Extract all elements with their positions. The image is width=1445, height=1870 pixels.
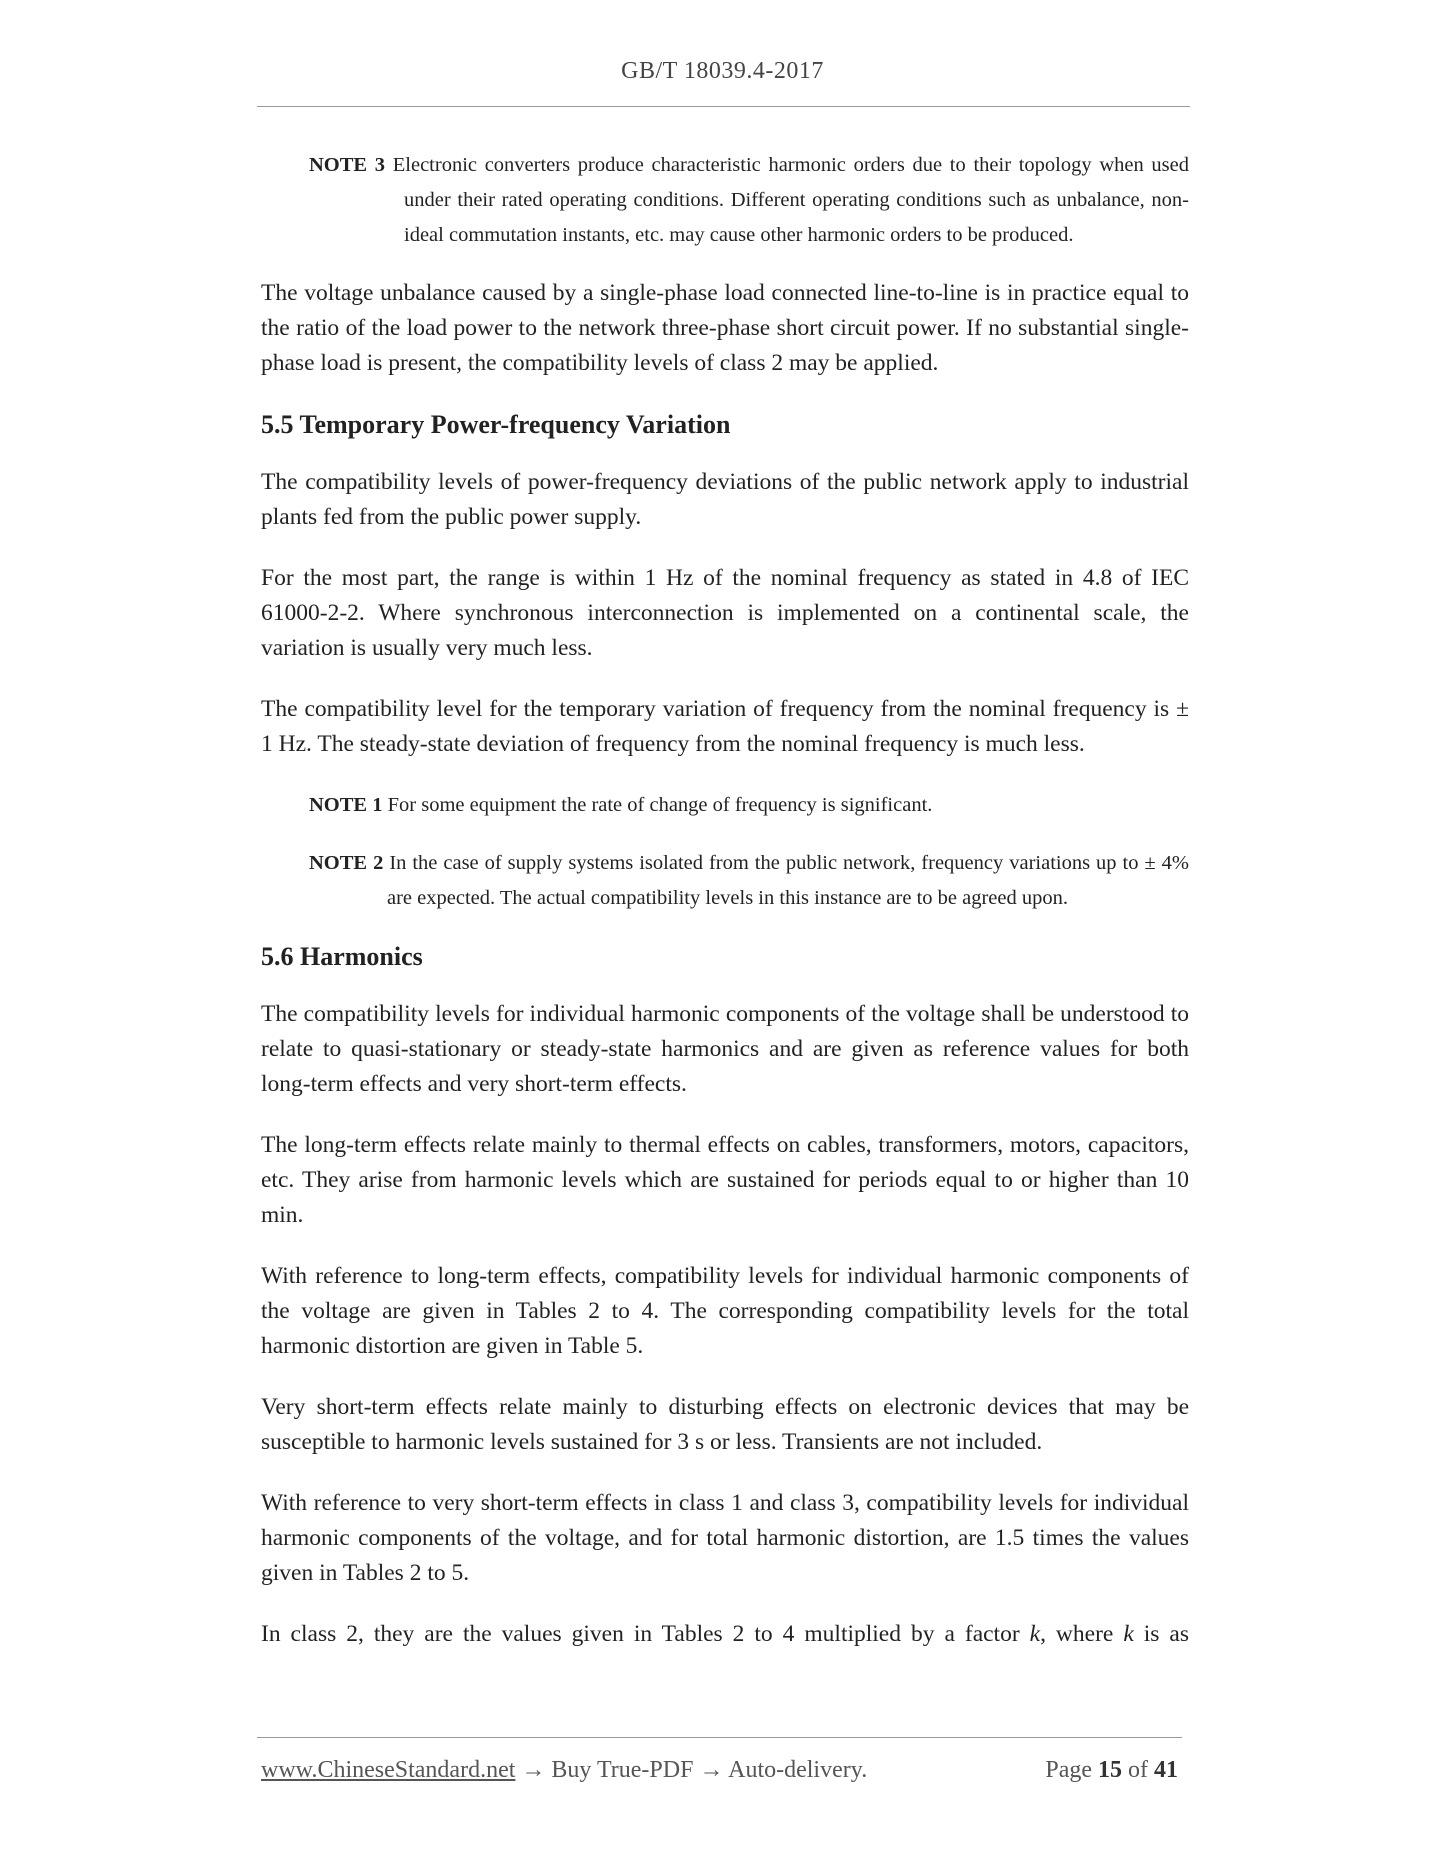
note-2-label: NOTE 2 — [309, 852, 384, 874]
section-5-6-paragraph-5: With reference to very short-term effects in class 1 and class 3, compatibility levels for individual harmonic components of the voltage, and for total harmonic distortion, are 1.5 times the values given in Tables 2 to 5. — [261, 1490, 1189, 1586]
note-2-text: In the case of supply systems isolated from the public network, frequency variations up to ± 4% are expected. The actual compatibility levels in this instance are to be agreed upon. — [387, 852, 1190, 909]
section-5-6-heading: 5.6 Harmonics — [261, 942, 423, 971]
note-1-text: For some equipment the rate of change of frequency is significant. — [387, 794, 933, 816]
footer-promo-text: → Buy True-PDF → Auto-delivery. — [521, 1757, 868, 1783]
section-5-5-paragraph-3: The compatibility level for the temporary variation of frequency from the nominal frequency is ± 1 Hz. The steady-state deviation of frequency from the nominal frequency is much less. — [261, 696, 1189, 757]
note-3 — [309, 148, 1189, 253]
note-1 — [309, 788, 1189, 823]
paragraph-voltage-unbalance: The voltage unbalance caused by a single-phase load connected line-to-line is in practice equal to the ratio of the load power to the network three-phase short circuit power. If no substantial single-phase load is present, the compatibility levels of class 2 may be applied. — [261, 280, 1189, 376]
page-indicator — [1045, 1757, 1178, 1784]
note-3-text: Electronic converters produce characteristic harmonic orders due to their topology when used under their rated operating conditions. Different operating conditions such as unbalance, non-ideal commutation instants, etc. may cause other harmonic orders to be produced. — [392, 154, 1190, 246]
page-header-standard-number: GB/T 18039.4-2017 — [621, 58, 824, 84]
chinesestandard-link[interactable]: www.ChineseStandard.net — [261, 1757, 516, 1783]
factor-k-variable-2: k — [1123, 1621, 1134, 1647]
section-5-5-paragraph-1: The compatibility levels of power-frequency deviations of the public network apply to industrial plants fed from the public power supply. — [261, 469, 1189, 530]
section-5-6-paragraph-3: With reference to long-term effects, compatibility levels for individual harmonic components of the voltage are given in Tables 2 to 4. The corresponding compatibility levels for the total harmonic distortion are given in Table 5. — [261, 1263, 1189, 1359]
section-5-6-paragraph-2: The long-term effects relate mainly to thermal effects on cables, transformers, motors, capacitors, etc. They arise from harmonic levels which are sustained for periods equal to or higher than 10 min. — [261, 1132, 1189, 1228]
note-2 — [309, 846, 1189, 916]
current-page-number: 15 — [1098, 1757, 1122, 1783]
section-5-5-paragraph-2: For the most part, the range is within 1 Hz of the nominal frequency as stated in 4.8 of IEC 61000-2-2. Where synchronous interconnection is implemented on a continental scale, the variation is usually very much less. — [261, 565, 1189, 661]
paragraph-6-text-start: In class 2, they are the values given in Tables 2 to 4 multiplied by a factor — [261, 1621, 1030, 1647]
note-3-label: NOTE 3 — [309, 154, 386, 176]
note-1-label: NOTE 1 — [309, 794, 383, 816]
section-5-6-paragraph-4: Very short-term effects relate mainly to disturbing effects on electronic devices that may be susceptible to harmonic levels sustained for 3 s or less. Transients are not included. — [261, 1394, 1189, 1455]
total-pages-number: 41 — [1154, 1757, 1178, 1783]
section-5-5-heading: 5.5 Temporary Power-frequency Variation — [261, 410, 731, 439]
header-divider — [257, 106, 1190, 107]
paragraph-6-text-middle: , where — [1040, 1621, 1124, 1647]
of-word: of — [1128, 1757, 1148, 1783]
factor-k-variable: k — [1029, 1621, 1041, 1647]
footer-promo — [261, 1757, 867, 1784]
section-5-6-paragraph-1: The compatibility levels for individual harmonic components of the voltage shall be understood to relate to quasi-stationary or steady-state harmonics and are given as reference values for both long-term effects and very short-term effects. — [261, 1001, 1189, 1097]
paragraph-6-text-end: is as — [1133, 1621, 1189, 1647]
footer-divider — [257, 1737, 1182, 1738]
document-body — [261, 148, 1189, 1652]
section-5-6-paragraph-6 — [261, 1617, 1189, 1652]
page-word: Page — [1045, 1757, 1092, 1783]
